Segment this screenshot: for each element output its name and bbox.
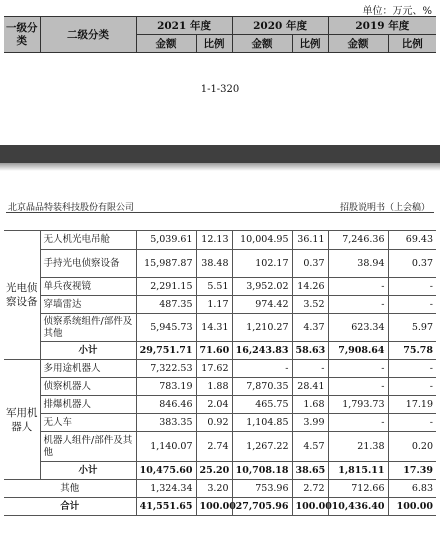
ratio-cell: 14.26: [292, 278, 328, 296]
header-level2: 二级分类: [40, 17, 136, 53]
other-row: [4, 480, 436, 498]
ratio-cell: 75.78: [388, 342, 436, 360]
amount-cell: 1,793.73: [328, 396, 388, 414]
ratio-cell: 17.62: [196, 360, 232, 378]
header-amount: 金额: [136, 35, 196, 53]
ratio-cell: -: [388, 414, 436, 432]
ratio-cell: 1.88: [196, 378, 232, 396]
ratio-cell: 100.00: [196, 498, 232, 516]
table-row: [4, 296, 436, 314]
amount-cell: 753.96: [232, 480, 292, 498]
ratio-cell: -: [292, 360, 328, 378]
ratio-cell: 14.31: [196, 314, 232, 342]
header-ratio: 比例: [388, 35, 436, 53]
amount-cell: -: [328, 296, 388, 314]
ratio-cell: 2.72: [292, 480, 328, 498]
ratio-cell: 0.20: [388, 432, 436, 462]
product-name: 穿墙雷达: [40, 296, 136, 314]
amount-cell: 7,908.64: [328, 342, 388, 360]
product-name: 无人车: [40, 414, 136, 432]
subtotal-row: [4, 462, 436, 480]
product-name: 机器人组件/部件及其他: [40, 432, 136, 462]
ratio-cell: 28.41: [292, 378, 328, 396]
header-ratio: 比例: [196, 35, 232, 53]
ratio-cell: 69.43: [388, 231, 436, 250]
table-header: [4, 16, 436, 53]
amount-cell: 29,751.71: [136, 342, 196, 360]
amount-cell: 712.66: [328, 480, 388, 498]
header-amount: 金额: [328, 35, 388, 53]
amount-cell: 10,436.40: [328, 498, 388, 516]
amount-cell: 783.19: [136, 378, 196, 396]
amount-cell: 487.35: [136, 296, 196, 314]
amount-cell: 7,870.35: [232, 378, 292, 396]
amount-cell: 1,104.85: [232, 414, 292, 432]
amount-cell: 5,945.73: [136, 314, 196, 342]
amount-cell: 10,004.95: [232, 231, 292, 250]
product-name: 单兵夜视镜: [40, 278, 136, 296]
amount-cell: 1,210.27: [232, 314, 292, 342]
ratio-cell: 5.51: [196, 278, 232, 296]
unit-label: 单位：万元、%: [362, 6, 432, 17]
table-row: [4, 278, 436, 296]
category-label: 光电侦察设备: [4, 231, 40, 360]
ratio-cell: 1.17: [196, 296, 232, 314]
amount-cell: 974.42: [232, 296, 292, 314]
product-name: 侦察系统组件/部件及其他: [40, 314, 136, 342]
header-divider: [6, 212, 434, 213]
ratio-cell: 2.74: [196, 432, 232, 462]
ratio-cell: 12.13: [196, 231, 232, 250]
header-level1: 一级分类: [4, 17, 40, 53]
ratio-cell: 38.65: [292, 462, 328, 480]
amount-cell: 16,243.83: [232, 342, 292, 360]
amount-cell: 465.75: [232, 396, 292, 414]
table-row: [4, 250, 436, 278]
amount-cell: 2,291.15: [136, 278, 196, 296]
page-number: 1-1-320: [200, 84, 240, 95]
header-amount: 金额: [232, 35, 292, 53]
ratio-cell: 100.00: [292, 498, 328, 516]
header-year-2019: 2019 年度: [328, 17, 436, 35]
amount-cell: 10,708.18: [232, 462, 292, 480]
ratio-cell: 3.20: [196, 480, 232, 498]
table-row: [4, 314, 436, 342]
amount-cell: 7,322.53: [136, 360, 196, 378]
ratio-cell: 0.37: [292, 250, 328, 278]
amount-cell: 623.34: [328, 314, 388, 342]
table-row: [4, 414, 436, 432]
amount-cell: 102.17: [232, 250, 292, 278]
total-row: [4, 498, 436, 516]
product-name: 侦察机器人: [40, 378, 136, 396]
amount-cell: 1,324.34: [136, 480, 196, 498]
category-label: 军用机器人: [4, 360, 40, 480]
amount-cell: 3,952.02: [232, 278, 292, 296]
ratio-cell: -: [388, 296, 436, 314]
ratio-cell: -: [388, 378, 436, 396]
amount-cell: 1,267.22: [232, 432, 292, 462]
product-name: 排爆机器人: [40, 396, 136, 414]
ratio-cell: 5.97: [388, 314, 436, 342]
amount-cell: 5,039.61: [136, 231, 196, 250]
ratio-cell: 100.00: [388, 498, 436, 516]
amount-cell: 846.46: [136, 396, 196, 414]
amount-cell: 38.94: [328, 250, 388, 278]
amount-cell: -: [328, 378, 388, 396]
header-year-2020: 2020 年度: [232, 17, 328, 35]
ratio-cell: 0.92: [196, 414, 232, 432]
product-name: 无人机光电吊舱: [40, 231, 136, 250]
amount-cell: -: [328, 360, 388, 378]
amount-cell: 21.38: [328, 432, 388, 462]
amount-cell: 15,987.87: [136, 250, 196, 278]
amount-cell: 10,475.60: [136, 462, 196, 480]
document-title: 招股说明书（上会稿）: [339, 203, 430, 213]
amount-cell: 27,705.96: [232, 498, 292, 516]
table-row: [4, 378, 436, 396]
amount-cell: -: [232, 360, 292, 378]
amount-cell: 7,246.36: [328, 231, 388, 250]
ratio-cell: 17.19: [388, 396, 436, 414]
ratio-cell: 0.37: [388, 250, 436, 278]
table-row: [4, 231, 436, 250]
subtotal-label: 小计: [40, 462, 136, 480]
table-row: [4, 396, 436, 414]
amount-cell: 1,140.07: [136, 432, 196, 462]
amount-cell: 1,815.11: [328, 462, 388, 480]
ratio-cell: 3.52: [292, 296, 328, 314]
ratio-cell: 38.48: [196, 250, 232, 278]
page-gap-shadow: [0, 163, 440, 171]
ratio-cell: 17.39: [388, 462, 436, 480]
amount-cell: -: [328, 414, 388, 432]
ratio-cell: 71.60: [196, 342, 232, 360]
ratio-cell: -: [388, 360, 436, 378]
ratio-cell: 4.57: [292, 432, 328, 462]
ratio-cell: 6.83: [388, 480, 436, 498]
ratio-cell: 58.63: [292, 342, 328, 360]
page-gap: [0, 145, 440, 163]
revenue-table: [4, 230, 436, 516]
ratio-cell: 2.04: [196, 396, 232, 414]
other-label: 其他: [4, 480, 136, 498]
ratio-cell: 3.99: [292, 414, 328, 432]
ratio-cell: 36.11: [292, 231, 328, 250]
header-year-2021: 2021 年度: [136, 17, 232, 35]
subtotal-label: 小计: [40, 342, 136, 360]
product-name: 多用途机器人: [40, 360, 136, 378]
header-ratio: 比例: [292, 35, 328, 53]
subtotal-row: [4, 342, 436, 360]
total-label: 合计: [4, 498, 136, 516]
company-name: 北京晶品特装科技股份有限公司: [8, 203, 135, 213]
table-row: [4, 360, 436, 378]
ratio-cell: -: [388, 278, 436, 296]
table-row: [4, 432, 436, 462]
amount-cell: 41,551.65: [136, 498, 196, 516]
top-page-fragment: [0, 0, 440, 145]
product-name: 手持光电侦察设备: [40, 250, 136, 278]
ratio-cell: 4.37: [292, 314, 328, 342]
amount-cell: 383.35: [136, 414, 196, 432]
ratio-cell: 25.20: [196, 462, 232, 480]
ratio-cell: 1.68: [292, 396, 328, 414]
amount-cell: -: [328, 278, 388, 296]
